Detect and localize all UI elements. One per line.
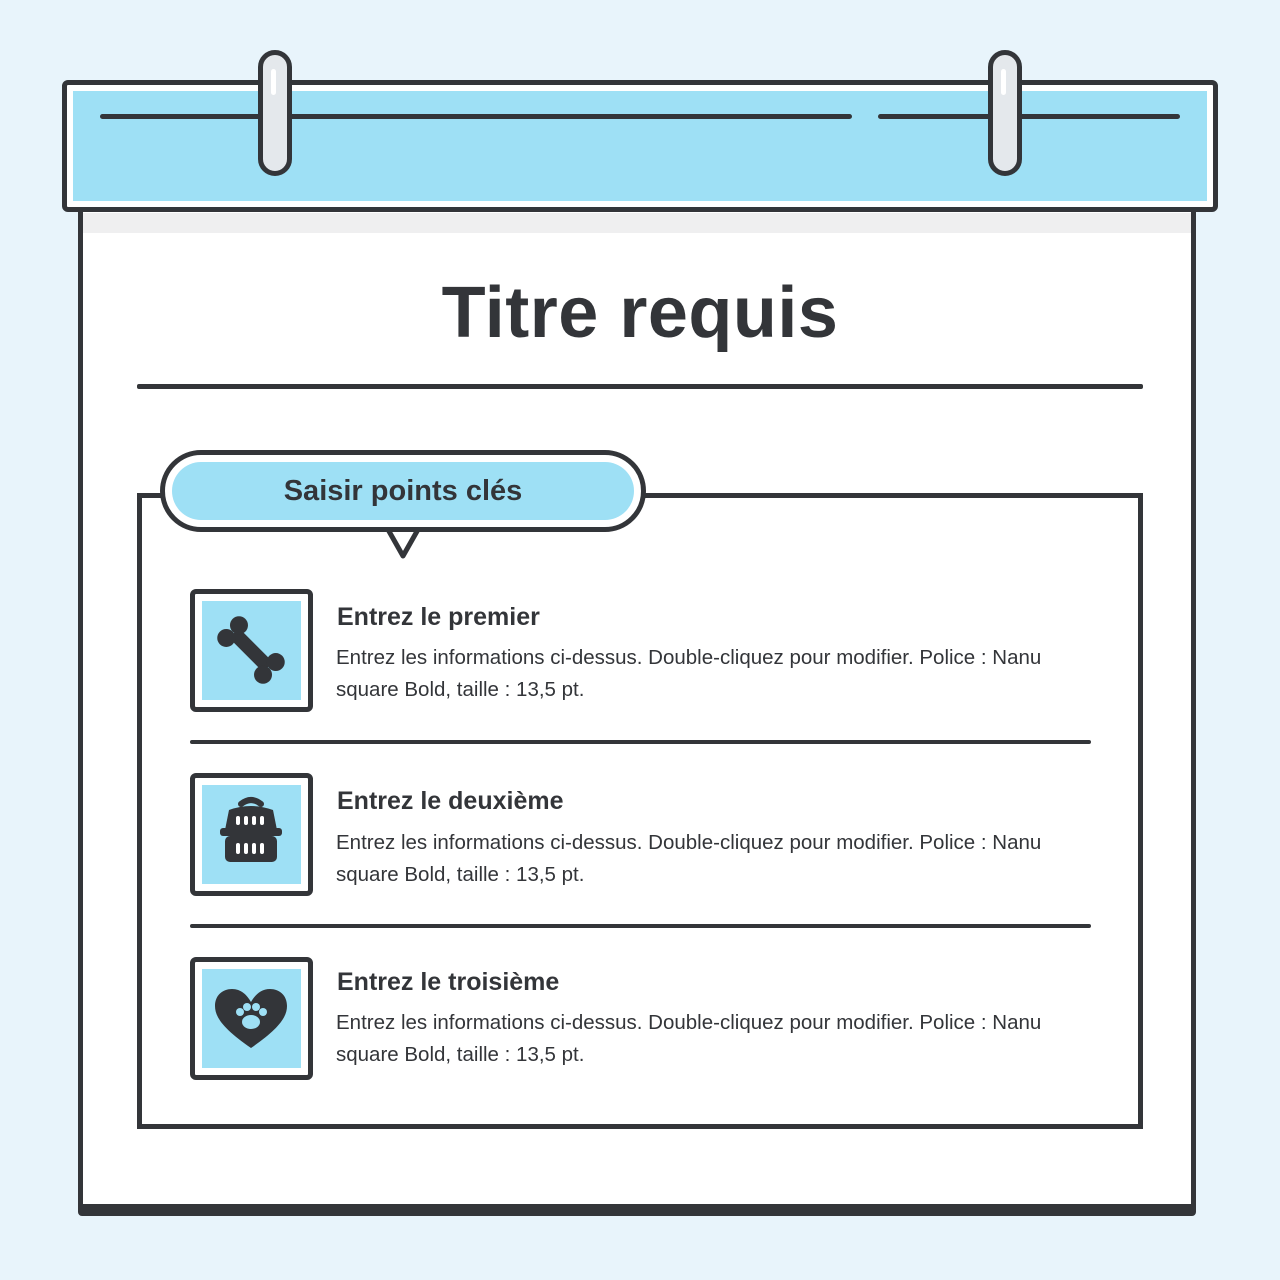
pet-carrier-icon bbox=[195, 778, 308, 891]
item-divider bbox=[190, 740, 1091, 744]
title-divider bbox=[137, 384, 1143, 389]
header-line-right bbox=[878, 114, 1180, 119]
binder-ring-right bbox=[988, 50, 1022, 176]
board-header bbox=[62, 80, 1218, 212]
bone-icon bbox=[195, 594, 308, 707]
item-description: Entrez les informations ci-dessus. Double-cliquez pour modifier. Police : Nanu square Bold, taille : 13,5 pt. bbox=[336, 1011, 1042, 1066]
item-description: Entrez les informations ci-dessus. Double-cliquez pour modifier. Police : Nanu square Bold, taille : 13,5 pt. bbox=[336, 646, 1042, 701]
item-heading: Entrez le premier bbox=[337, 603, 540, 631]
item-divider bbox=[190, 924, 1091, 928]
item-icon-frame bbox=[190, 957, 313, 1080]
item-icon-frame bbox=[190, 589, 313, 712]
item-description: Entrez les informations ci-dessus. Double-cliquez pour modifier. Police : Nanu square Bold, taille : 13,5 pt. bbox=[336, 831, 1042, 886]
item-heading: Entrez le troisième bbox=[337, 968, 560, 996]
header-line-left bbox=[100, 114, 852, 119]
page-title: Titre requis bbox=[441, 273, 839, 353]
board-header-fill bbox=[73, 91, 1207, 201]
header-shadow bbox=[83, 213, 1191, 233]
key-points-label-tab bbox=[160, 450, 646, 532]
item-heading: Entrez le deuxième bbox=[337, 787, 564, 815]
binder-ring-left bbox=[258, 50, 292, 176]
heart-paw-icon bbox=[195, 962, 308, 1075]
key-points-label: Saisir points clés bbox=[283, 475, 523, 507]
item-icon-frame bbox=[190, 773, 313, 896]
